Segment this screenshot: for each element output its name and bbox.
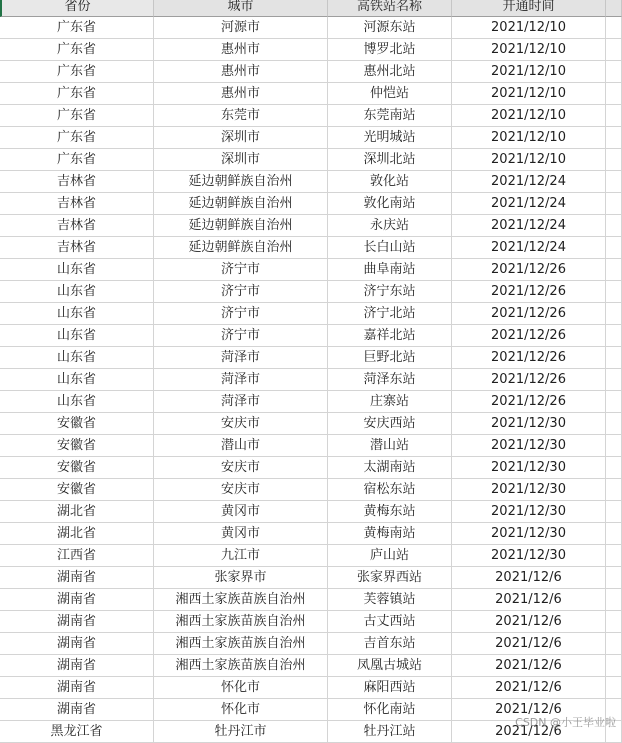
column-header-city[interactable]: 城市 bbox=[154, 0, 328, 17]
table-row bbox=[0, 391, 622, 413]
cell-city[interactable]: 湘西土家族苗族自治州 bbox=[154, 633, 328, 655]
column-header-row bbox=[0, 0, 622, 17]
cell-city[interactable]: 惠州市 bbox=[154, 39, 328, 61]
cell-city[interactable]: 安庆市 bbox=[154, 413, 328, 435]
cell-province[interactable]: 安徽省 bbox=[0, 479, 154, 501]
cell-open-date[interactable]: 2021/12/26 bbox=[452, 347, 606, 369]
cell-empty[interactable] bbox=[606, 523, 622, 545]
cell-open-date[interactable]: 2021/12/10 bbox=[452, 17, 606, 39]
cell-empty[interactable] bbox=[606, 127, 622, 149]
cell-empty[interactable] bbox=[606, 633, 622, 655]
cell-empty[interactable] bbox=[606, 677, 622, 699]
cell-province[interactable]: 吉林省 bbox=[0, 237, 154, 259]
cell-city[interactable]: 黄冈市 bbox=[154, 523, 328, 545]
cell-city[interactable]: 湘西土家族苗族自治州 bbox=[154, 611, 328, 633]
cell-station[interactable]: 牡丹江站 bbox=[328, 721, 452, 743]
table-row bbox=[0, 523, 622, 545]
cell-city[interactable]: 安庆市 bbox=[154, 479, 328, 501]
cell-station[interactable]: 怀化南站 bbox=[328, 699, 452, 721]
cell-open-date[interactable]: 2021/12/10 bbox=[452, 105, 606, 127]
cell-city[interactable]: 延边朝鲜族自治州 bbox=[154, 193, 328, 215]
table-row bbox=[0, 325, 622, 347]
cell-city[interactable]: 菏泽市 bbox=[154, 347, 328, 369]
cell-open-date[interactable]: 2021/12/30 bbox=[452, 545, 606, 567]
cell-open-date[interactable]: 2021/12/6 bbox=[452, 633, 606, 655]
cell-station[interactable]: 深圳北站 bbox=[328, 149, 452, 171]
cell-open-date[interactable]: 2021/12/30 bbox=[452, 523, 606, 545]
cell-empty[interactable] bbox=[606, 655, 622, 677]
cell-open-date[interactable]: 2021/12/10 bbox=[452, 149, 606, 171]
cell-station[interactable]: 永庆站 bbox=[328, 215, 452, 237]
cell-province[interactable]: 山东省 bbox=[0, 391, 154, 413]
table-row bbox=[0, 611, 622, 633]
cell-province[interactable]: 山东省 bbox=[0, 303, 154, 325]
cell-province[interactable]: 吉林省 bbox=[0, 171, 154, 193]
table-row bbox=[0, 413, 622, 435]
cell-station[interactable]: 巨野北站 bbox=[328, 347, 452, 369]
cell-province[interactable]: 湖南省 bbox=[0, 611, 154, 633]
table-row bbox=[0, 347, 622, 369]
cell-city[interactable]: 济宁市 bbox=[154, 303, 328, 325]
cell-empty[interactable] bbox=[606, 347, 622, 369]
cell-open-date[interactable]: 2021/12/30 bbox=[452, 457, 606, 479]
cell-empty[interactable] bbox=[606, 149, 622, 171]
cell-empty[interactable] bbox=[606, 567, 622, 589]
cell-open-date[interactable]: 2021/12/10 bbox=[452, 61, 606, 83]
table-body bbox=[0, 17, 622, 743]
cell-open-date[interactable]: 2021/12/26 bbox=[452, 281, 606, 303]
cell-empty[interactable] bbox=[606, 259, 622, 281]
cell-open-date[interactable]: 2021/12/10 bbox=[452, 83, 606, 105]
cell-province[interactable]: 山东省 bbox=[0, 281, 154, 303]
cell-province[interactable]: 湖南省 bbox=[0, 699, 154, 721]
table-row bbox=[0, 171, 622, 193]
cell-station[interactable]: 麻阳西站 bbox=[328, 677, 452, 699]
cell-city[interactable]: 济宁市 bbox=[154, 259, 328, 281]
table-row bbox=[0, 61, 622, 83]
cell-open-date[interactable]: 2021/12/26 bbox=[452, 325, 606, 347]
cell-open-date[interactable]: 2021/12/6 bbox=[452, 721, 606, 743]
cell-province[interactable]: 广东省 bbox=[0, 127, 154, 149]
cell-province[interactable]: 湖南省 bbox=[0, 633, 154, 655]
cell-province[interactable]: 湖北省 bbox=[0, 501, 154, 523]
cell-station[interactable]: 济宁东站 bbox=[328, 281, 452, 303]
cell-empty[interactable] bbox=[606, 611, 622, 633]
cell-station[interactable]: 光明城站 bbox=[328, 127, 452, 149]
cell-empty[interactable] bbox=[606, 215, 622, 237]
table-row bbox=[0, 215, 622, 237]
column-header-station[interactable]: 高铁站名称 bbox=[328, 0, 452, 17]
cell-city[interactable]: 牡丹江市 bbox=[154, 721, 328, 743]
table-row bbox=[0, 193, 622, 215]
cell-province[interactable]: 广东省 bbox=[0, 17, 154, 39]
table-row bbox=[0, 127, 622, 149]
cell-province[interactable]: 吉林省 bbox=[0, 193, 154, 215]
cell-open-date[interactable]: 2021/12/6 bbox=[452, 567, 606, 589]
cell-empty[interactable] bbox=[606, 193, 622, 215]
cell-station[interactable]: 济宁北站 bbox=[328, 303, 452, 325]
cell-open-date[interactable]: 2021/12/6 bbox=[452, 589, 606, 611]
cell-city[interactable]: 延边朝鲜族自治州 bbox=[154, 171, 328, 193]
table-row bbox=[0, 633, 622, 655]
cell-empty[interactable] bbox=[606, 391, 622, 413]
cell-province[interactable]: 山东省 bbox=[0, 347, 154, 369]
cell-station[interactable]: 张家界西站 bbox=[328, 567, 452, 589]
cell-station[interactable]: 敦化南站 bbox=[328, 193, 452, 215]
cell-city[interactable]: 东莞市 bbox=[154, 105, 328, 127]
cell-station[interactable]: 博罗北站 bbox=[328, 39, 452, 61]
cell-empty[interactable] bbox=[606, 281, 622, 303]
cell-empty[interactable] bbox=[606, 303, 622, 325]
table-row bbox=[0, 303, 622, 325]
cell-city[interactable]: 安庆市 bbox=[154, 457, 328, 479]
table-row bbox=[0, 435, 622, 457]
cell-province[interactable]: 安徽省 bbox=[0, 435, 154, 457]
cell-province[interactable]: 湖南省 bbox=[0, 589, 154, 611]
cell-city[interactable]: 湘西土家族苗族自治州 bbox=[154, 655, 328, 677]
cell-open-date[interactable]: 2021/12/6 bbox=[452, 611, 606, 633]
cell-city[interactable]: 怀化市 bbox=[154, 699, 328, 721]
cell-empty[interactable] bbox=[606, 105, 622, 127]
cell-open-date[interactable]: 2021/12/30 bbox=[452, 413, 606, 435]
cell-station[interactable]: 河源东站 bbox=[328, 17, 452, 39]
cell-province[interactable]: 湖南省 bbox=[0, 655, 154, 677]
cell-province[interactable]: 湖北省 bbox=[0, 523, 154, 545]
cell-station[interactable]: 庄寨站 bbox=[328, 391, 452, 413]
column-header-province[interactable]: 省份 bbox=[0, 0, 154, 17]
cell-station[interactable]: 潜山站 bbox=[328, 435, 452, 457]
cell-province[interactable]: 广东省 bbox=[0, 149, 154, 171]
table-row bbox=[0, 259, 622, 281]
cell-city[interactable]: 九江市 bbox=[154, 545, 328, 567]
cell-open-date[interactable]: 2021/12/26 bbox=[452, 391, 606, 413]
table-row bbox=[0, 39, 622, 61]
cell-empty[interactable] bbox=[606, 369, 622, 391]
cell-station[interactable]: 庐山站 bbox=[328, 545, 452, 567]
cell-open-date[interactable]: 2021/12/24 bbox=[452, 193, 606, 215]
cell-province[interactable]: 湖南省 bbox=[0, 567, 154, 589]
cell-station[interactable]: 东莞南站 bbox=[328, 105, 452, 127]
cell-open-date[interactable]: 2021/12/6 bbox=[452, 699, 606, 721]
table-row bbox=[0, 589, 622, 611]
cell-province[interactable]: 广东省 bbox=[0, 61, 154, 83]
cell-station[interactable]: 仲恺站 bbox=[328, 83, 452, 105]
cell-city[interactable]: 惠州市 bbox=[154, 83, 328, 105]
table-row bbox=[0, 17, 622, 39]
column-header-empty[interactable] bbox=[606, 0, 622, 17]
table-row bbox=[0, 479, 622, 501]
cell-empty[interactable] bbox=[606, 325, 622, 347]
cell-open-date[interactable]: 2021/12/26 bbox=[452, 369, 606, 391]
cell-empty[interactable] bbox=[606, 413, 622, 435]
cell-open-date[interactable]: 2021/12/30 bbox=[452, 479, 606, 501]
cell-empty[interactable] bbox=[606, 83, 622, 105]
cell-station[interactable]: 黄梅东站 bbox=[328, 501, 452, 523]
cell-city[interactable]: 菏泽市 bbox=[154, 369, 328, 391]
cell-open-date[interactable]: 2021/12/30 bbox=[452, 435, 606, 457]
cell-station[interactable]: 凤凰古城站 bbox=[328, 655, 452, 677]
cell-open-date[interactable]: 2021/12/26 bbox=[452, 259, 606, 281]
cell-province[interactable]: 山东省 bbox=[0, 369, 154, 391]
cell-station[interactable]: 长白山站 bbox=[328, 237, 452, 259]
cell-station[interactable]: 菏泽东站 bbox=[328, 369, 452, 391]
cell-city[interactable]: 深圳市 bbox=[154, 149, 328, 171]
cell-empty[interactable] bbox=[606, 237, 622, 259]
cell-province[interactable]: 安徽省 bbox=[0, 457, 154, 479]
column-header-open-date[interactable]: 开通时间 bbox=[452, 0, 606, 17]
cell-province[interactable]: 吉林省 bbox=[0, 215, 154, 237]
cell-province[interactable]: 广东省 bbox=[0, 39, 154, 61]
cell-station[interactable]: 宿松东站 bbox=[328, 479, 452, 501]
cell-city[interactable]: 济宁市 bbox=[154, 325, 328, 347]
cell-city[interactable]: 深圳市 bbox=[154, 127, 328, 149]
cell-province[interactable]: 广东省 bbox=[0, 105, 154, 127]
cell-city[interactable]: 潜山市 bbox=[154, 435, 328, 457]
cell-station[interactable]: 曲阜南站 bbox=[328, 259, 452, 281]
cell-city[interactable]: 济宁市 bbox=[154, 281, 328, 303]
cell-empty[interactable] bbox=[606, 171, 622, 193]
cell-station[interactable]: 惠州北站 bbox=[328, 61, 452, 83]
cell-empty[interactable] bbox=[606, 589, 622, 611]
table-row bbox=[0, 83, 622, 105]
cell-city[interactable]: 惠州市 bbox=[154, 61, 328, 83]
cell-open-date[interactable]: 2021/12/30 bbox=[452, 501, 606, 523]
cell-station[interactable]: 吉首东站 bbox=[328, 633, 452, 655]
cell-open-date[interactable]: 2021/12/24 bbox=[452, 237, 606, 259]
cell-station[interactable]: 敦化站 bbox=[328, 171, 452, 193]
cell-province[interactable]: 江西省 bbox=[0, 545, 154, 567]
cell-empty[interactable] bbox=[606, 61, 622, 83]
table-row bbox=[0, 149, 622, 171]
cell-station[interactable]: 安庆西站 bbox=[328, 413, 452, 435]
table-row bbox=[0, 237, 622, 259]
cell-empty[interactable] bbox=[606, 17, 622, 39]
cell-province[interactable]: 湖南省 bbox=[0, 677, 154, 699]
cell-open-date[interactable]: 2021/12/24 bbox=[452, 215, 606, 237]
cell-province[interactable]: 山东省 bbox=[0, 325, 154, 347]
table-row bbox=[0, 677, 622, 699]
table-row bbox=[0, 457, 622, 479]
cell-station[interactable]: 嘉祥北站 bbox=[328, 325, 452, 347]
cell-city[interactable]: 河源市 bbox=[154, 17, 328, 39]
table-row bbox=[0, 545, 622, 567]
cell-city[interactable]: 湘西土家族苗族自治州 bbox=[154, 589, 328, 611]
cell-province[interactable]: 山东省 bbox=[0, 259, 154, 281]
cell-empty[interactable] bbox=[606, 545, 622, 567]
cell-province[interactable]: 安徽省 bbox=[0, 413, 154, 435]
cell-empty[interactable] bbox=[606, 457, 622, 479]
cell-open-date[interactable]: 2021/12/10 bbox=[452, 127, 606, 149]
cell-open-date[interactable]: 2021/12/6 bbox=[452, 677, 606, 699]
cell-city[interactable]: 延边朝鲜族自治州 bbox=[154, 215, 328, 237]
table-row bbox=[0, 567, 622, 589]
watermark: CSDN @小王毕业啦 bbox=[515, 716, 616, 729]
cell-city[interactable]: 怀化市 bbox=[154, 677, 328, 699]
cell-station[interactable]: 太湖南站 bbox=[328, 457, 452, 479]
table-row bbox=[0, 369, 622, 391]
table-row bbox=[0, 105, 622, 127]
cell-empty[interactable] bbox=[606, 479, 622, 501]
cell-city[interactable]: 延边朝鲜族自治州 bbox=[154, 237, 328, 259]
cell-station[interactable]: 芙蓉镇站 bbox=[328, 589, 452, 611]
table-row bbox=[0, 281, 622, 303]
cell-province[interactable]: 黑龙江省 bbox=[0, 721, 154, 743]
cell-station[interactable]: 黄梅南站 bbox=[328, 523, 452, 545]
cell-province[interactable]: 广东省 bbox=[0, 83, 154, 105]
cell-station[interactable]: 古丈西站 bbox=[328, 611, 452, 633]
cell-open-date[interactable]: 2021/12/24 bbox=[452, 171, 606, 193]
cell-empty[interactable] bbox=[606, 39, 622, 61]
table-row bbox=[0, 501, 622, 523]
cell-open-date[interactable]: 2021/12/26 bbox=[452, 303, 606, 325]
cell-empty[interactable] bbox=[606, 501, 622, 523]
cell-city[interactable]: 黄冈市 bbox=[154, 501, 328, 523]
table-row bbox=[0, 655, 622, 677]
cell-open-date[interactable]: 2021/12/10 bbox=[452, 39, 606, 61]
cell-empty[interactable] bbox=[606, 435, 622, 457]
cell-city[interactable]: 菏泽市 bbox=[154, 391, 328, 413]
cell-city[interactable]: 张家界市 bbox=[154, 567, 328, 589]
cell-open-date[interactable]: 2021/12/6 bbox=[452, 655, 606, 677]
